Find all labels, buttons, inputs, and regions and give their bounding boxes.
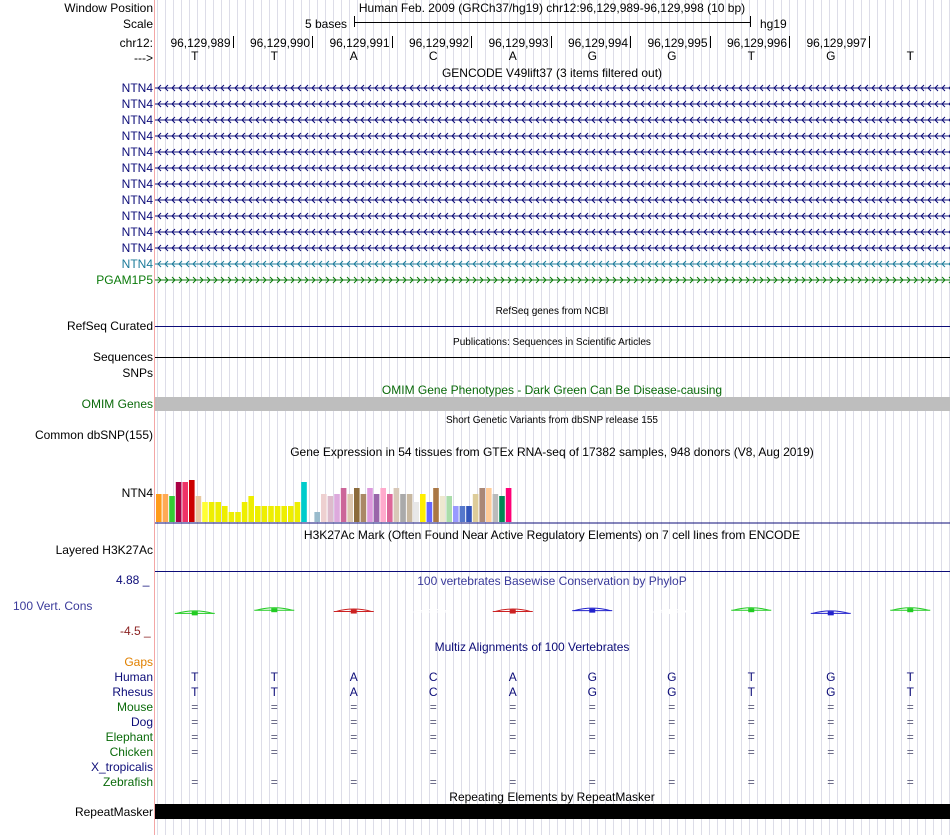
alignment-base: = <box>588 745 596 759</box>
gene-label[interactable]: NTN4 <box>121 129 153 143</box>
gtex-tissue-bar[interactable] <box>328 496 334 522</box>
coordinate-label: 96,129,991 <box>329 36 390 50</box>
coordinate-tick <box>869 36 870 48</box>
gtex-tissue-bar[interactable] <box>156 494 162 522</box>
alignment-base: = <box>827 730 835 744</box>
gene-label[interactable]: NTN4 <box>121 177 153 191</box>
coordinate-tick <box>471 36 472 48</box>
gene-feature[interactable] <box>155 85 950 91</box>
gene-label[interactable]: NTN4 <box>121 161 153 175</box>
alignment-base: = <box>827 715 835 729</box>
publications-label[interactable]: Sequences <box>92 350 153 364</box>
gtex-tissue-bar[interactable] <box>268 506 274 522</box>
alignment-base: = <box>350 775 358 789</box>
alignment-base: = <box>350 730 358 744</box>
alignment-base: = <box>668 715 676 729</box>
species-label[interactable]: Gaps <box>124 655 153 669</box>
phylop-score-mark[interactable] <box>652 610 692 615</box>
gtex-label[interactable]: NTN4 <box>121 486 153 500</box>
gtex-tissue-bar[interactable] <box>288 506 294 522</box>
phylop-track[interactable] <box>155 590 950 635</box>
species-label[interactable]: Human <box>114 670 153 684</box>
repeatmasker-bar[interactable] <box>155 804 950 819</box>
repeatmasker-label[interactable]: RepeatMasker <box>74 805 153 819</box>
alignment-base: T <box>906 685 914 699</box>
gene-feature[interactable] <box>155 277 950 283</box>
scale-bar-right-tick <box>750 16 751 27</box>
phylop-score-mark[interactable] <box>254 608 294 613</box>
alignment-base: G <box>826 670 836 684</box>
alignment-base: = <box>906 745 914 759</box>
species-label[interactable]: Chicken <box>109 745 153 759</box>
alignment-base: A <box>349 685 358 699</box>
phylop-min-label: -4.5 _ <box>120 624 151 638</box>
alignment-base: = <box>509 745 517 759</box>
gtex-tissue-bar[interactable] <box>255 506 261 522</box>
gtex-tissue-bar[interactable] <box>473 494 479 522</box>
reference-base: A <box>349 49 358 63</box>
reference-base: T <box>191 49 199 63</box>
reference-base: A <box>508 49 517 63</box>
gene-label[interactable]: NTN4 <box>121 113 153 127</box>
gtex-track-title[interactable]: Gene Expression in 54 tissues from GTEx RNA-seq of 17382 samples, 948 donors (V8, Aug 2019) <box>290 445 814 459</box>
gtex-tissue-bar[interactable] <box>301 482 307 522</box>
alignment-base: = <box>827 745 835 759</box>
reference-base: T <box>270 49 278 63</box>
gene-feature[interactable] <box>155 197 950 203</box>
scale-text: 5 bases <box>305 17 348 31</box>
phylop-score-mark[interactable] <box>175 611 215 616</box>
gene-feature[interactable] <box>155 229 950 235</box>
scale-db: hg19 <box>760 17 787 31</box>
alignment-base: T <box>906 670 914 684</box>
alignment-base: T <box>191 685 199 699</box>
alignment-base: = <box>747 745 755 759</box>
gtex-tissue-bar[interactable] <box>182 482 188 522</box>
gtex-tissue-bar[interactable] <box>493 494 499 522</box>
alignment-base: = <box>270 715 278 729</box>
alignment-base: = <box>588 775 596 789</box>
phylop-track-title[interactable]: 100 vertebrates Basewise Conservation by PhyloP <box>417 574 687 588</box>
alignment-base: = <box>906 775 914 789</box>
gene-label[interactable]: NTN4 <box>121 209 153 223</box>
gtex-tissue-bar[interactable] <box>321 494 327 522</box>
omim-track-title[interactable]: OMIM Gene Phenotypes - Dark Green Can Be Disease-causing <box>381 383 723 397</box>
refseq-line[interactable] <box>155 326 950 327</box>
alignment-base: = <box>668 700 676 714</box>
chrom-label: chr12: <box>119 36 153 50</box>
publications-track-title[interactable]: Publications: Sequences in Scientific Articles <box>453 337 651 348</box>
gtex-tissue-bar[interactable] <box>506 488 512 522</box>
gtex-tissue-bar[interactable] <box>334 494 340 522</box>
phylop-label[interactable]: 100 Vert. Cons <box>13 599 93 613</box>
gtex-tissue-bar[interactable] <box>446 496 452 522</box>
alignment-base: A <box>508 685 517 699</box>
publications-line[interactable] <box>155 357 950 358</box>
gene-label[interactable]: NTN4 <box>121 257 153 271</box>
gtex-tissue-bar[interactable] <box>387 494 393 522</box>
gtex-tissue-bar[interactable] <box>314 512 320 522</box>
phylop-score-mark[interactable] <box>572 608 612 613</box>
alignment-base: G <box>667 685 677 699</box>
window-position-label: Window Position <box>64 1 153 15</box>
gtex-tissue-bar[interactable] <box>413 502 419 522</box>
gtex-tissue-bar[interactable] <box>380 488 386 522</box>
gtex-tissue-bar[interactable] <box>486 488 492 522</box>
gtex-tissue-bar[interactable] <box>262 506 268 522</box>
alignment-base: G <box>587 685 597 699</box>
gtex-tissue-bar[interactable] <box>209 502 215 522</box>
gencode-track[interactable] <box>155 80 950 306</box>
gtex-tissue-bar[interactable] <box>374 494 380 522</box>
gtex-expression-chart[interactable] <box>155 458 950 526</box>
gene-label[interactable]: PGAM1P5 <box>96 273 153 287</box>
gtex-tissue-bar[interactable] <box>169 496 175 522</box>
dbsnp-track-title[interactable]: Short Genetic Variants from dbSNP release 155 <box>446 415 658 426</box>
alignment-base: = <box>509 700 517 714</box>
alignment-base: = <box>906 715 914 729</box>
reference-base: G <box>587 49 597 63</box>
coordinate-label: 96,129,995 <box>647 36 708 50</box>
window-position-value: Human Feb. 2009 (GRCh37/hg19) chr12:96,129,989-96,129,998 (10 bp) <box>358 1 746 15</box>
coordinate-tick <box>392 36 393 48</box>
alignment-base: = <box>191 745 199 759</box>
alignment-base: G <box>826 685 836 699</box>
alignment-base: = <box>350 745 358 759</box>
alignment-base: C <box>428 685 438 699</box>
h3k27ac-baseline <box>155 571 950 572</box>
reference-base: C <box>428 49 438 63</box>
alignment-base: = <box>270 775 278 789</box>
snps-label[interactable]: SNPs <box>122 366 153 380</box>
coordinate-tick <box>710 36 711 48</box>
coordinate-label: 96,129,997 <box>806 36 867 50</box>
gene-feature[interactable] <box>155 117 950 123</box>
coordinate-label: 96,129,996 <box>726 36 787 50</box>
alignment-base: = <box>588 715 596 729</box>
gene-feature[interactable] <box>155 133 950 139</box>
phylop-score-mark[interactable] <box>890 608 930 613</box>
gtex-tissue-bar[interactable] <box>420 494 426 522</box>
gtex-tissue-bar[interactable] <box>295 502 301 522</box>
alignment-base: T <box>747 685 755 699</box>
phylop-score-mark[interactable] <box>334 609 374 614</box>
gene-label[interactable]: NTN4 <box>121 241 153 255</box>
gtex-tissue-bar[interactable] <box>248 496 254 522</box>
gtex-tissue-bar[interactable] <box>361 494 367 522</box>
phylop-max-label: 4.88 _ <box>116 573 150 587</box>
alignment-base: = <box>588 730 596 744</box>
gene-label[interactable]: NTN4 <box>121 97 153 111</box>
alignment-base: = <box>827 700 835 714</box>
scale-label: Scale <box>122 17 153 31</box>
refseq-label[interactable]: RefSeq Curated <box>66 319 153 333</box>
alignment-base: = <box>350 700 358 714</box>
alignment-base: = <box>350 715 358 729</box>
gene-label[interactable]: NTN4 <box>121 193 153 207</box>
repeatmasker-track-title[interactable]: Repeating Elements by RepeatMasker <box>449 790 655 804</box>
coordinate-label: 96,129,994 <box>567 36 628 50</box>
alignment-base: A <box>508 670 517 684</box>
coordinate-tick <box>312 36 313 48</box>
alignment-base: = <box>429 775 437 789</box>
alignment-base: = <box>747 775 755 789</box>
alignment-base: = <box>191 775 199 789</box>
gtex-tissue-bar[interactable] <box>466 506 472 522</box>
omim-label[interactable]: OMIM Genes <box>81 397 153 411</box>
alignment-base: T <box>191 670 199 684</box>
coordinate-tick <box>630 36 631 48</box>
reference-base: T <box>906 49 914 63</box>
h3k27ac-track-title[interactable]: H3K27Ac Mark (Often Found Near Active Regulatory Elements) on 7 cell lines from ENCODE <box>303 528 801 542</box>
species-label[interactable]: Zebrafish <box>102 775 153 789</box>
alignment-base: = <box>588 700 596 714</box>
coordinate-label: 96,129,990 <box>249 36 310 50</box>
gtex-tissue-bar[interactable] <box>440 496 446 522</box>
gene-feature[interactable] <box>155 213 950 219</box>
gene-feature[interactable] <box>155 149 950 155</box>
gtex-tissue-bar[interactable] <box>427 502 433 522</box>
gtex-tissue-bar[interactable] <box>400 494 406 522</box>
gene-feature[interactable] <box>155 261 950 267</box>
coordinate-label: 96,129,992 <box>408 36 469 50</box>
gene-feature[interactable] <box>155 101 950 107</box>
gene-label[interactable]: NTN4 <box>121 145 153 159</box>
alignment-base: C <box>428 670 438 684</box>
alignment-base: = <box>747 700 755 714</box>
alignment-base: = <box>509 775 517 789</box>
refseq-track-title[interactable]: RefSeq genes from NCBI <box>495 306 609 317</box>
alignment-base: = <box>827 775 835 789</box>
gene-label[interactable]: NTN4 <box>121 225 153 239</box>
alignment-base: G <box>587 670 597 684</box>
species-label[interactable]: Mouse <box>116 700 153 714</box>
alignment-base: T <box>747 670 755 684</box>
gtex-tissue-bar[interactable] <box>433 488 439 522</box>
reference-base: G <box>826 49 836 63</box>
gtex-tissue-bar[interactable] <box>202 502 208 522</box>
alignment-base: = <box>509 715 517 729</box>
gtex-tissue-bar[interactable] <box>367 488 373 522</box>
gtex-tissue-bar[interactable] <box>407 494 413 522</box>
alignment-base: T <box>270 670 278 684</box>
alignment-base: = <box>191 730 199 744</box>
gtex-tissue-bar[interactable] <box>479 488 485 522</box>
coordinate-tick <box>789 36 790 48</box>
alignment-base: A <box>349 670 358 684</box>
alignment-base: = <box>270 745 278 759</box>
multiz-track-title[interactable]: Multiz Alignments of 100 Vertebrates <box>434 640 630 654</box>
alignment-base: T <box>270 685 278 699</box>
scale-bar <box>354 22 750 23</box>
gtex-tissue-bar[interactable] <box>341 488 347 522</box>
alignment-base: = <box>429 730 437 744</box>
alignment-base: = <box>668 745 676 759</box>
gtex-tissue-bar[interactable] <box>275 506 281 522</box>
gene-label[interactable]: NTN4 <box>121 81 153 95</box>
gene-feature[interactable] <box>155 181 950 187</box>
gtex-tissue-bar[interactable] <box>235 512 241 522</box>
gtex-tissue-bar[interactable] <box>163 494 169 522</box>
gtex-tissue-bar[interactable] <box>499 496 505 522</box>
gtex-tissue-bar[interactable] <box>215 502 221 522</box>
alignment-base: = <box>429 700 437 714</box>
phylop-score-mark[interactable] <box>493 609 533 614</box>
h3k27ac-label[interactable]: Layered H3K27Ac <box>55 543 153 557</box>
gtex-tissue-bar[interactable] <box>222 506 228 522</box>
alignment-base: = <box>509 730 517 744</box>
gtex-tissue-bar[interactable] <box>189 480 195 522</box>
alignment-base: = <box>270 730 278 744</box>
species-label[interactable]: X_tropicalis <box>90 760 153 774</box>
species-label[interactable]: Dog <box>130 715 153 729</box>
gene-feature[interactable] <box>155 165 950 171</box>
gtex-tissue-bar[interactable] <box>347 494 353 522</box>
gencode-track-title[interactable]: GENCODE V49lift37 (3 items filtered out) <box>441 66 663 80</box>
species-label[interactable]: Rhesus <box>112 685 153 699</box>
gene-feature[interactable] <box>155 245 950 251</box>
gtex-tissue-bar[interactable] <box>176 482 182 522</box>
coordinate-label: 96,129,989 <box>170 36 231 50</box>
gtex-tissue-bar[interactable] <box>394 488 400 522</box>
omim-gene-bar[interactable] <box>155 397 950 411</box>
gtex-tissue-bar[interactable] <box>196 496 202 522</box>
alignment-base: = <box>747 715 755 729</box>
alignment-base: = <box>191 715 199 729</box>
gtex-tissue-bar[interactable] <box>281 506 287 522</box>
alignment-base: = <box>747 730 755 744</box>
coordinate-label: 96,129,993 <box>488 36 549 50</box>
alignment-base: = <box>906 700 914 714</box>
reference-base: G <box>667 49 677 63</box>
gtex-tissue-bar[interactable] <box>229 512 235 522</box>
coordinate-tick <box>551 36 552 48</box>
gtex-tissue-bar[interactable] <box>242 502 248 522</box>
alignment-base: = <box>191 700 199 714</box>
gtex-tissue-bar[interactable] <box>460 506 466 522</box>
phylop-score-mark[interactable] <box>811 611 851 616</box>
dbsnp-label[interactable]: Common dbSNP(155) <box>34 428 153 442</box>
phylop-score-mark[interactable] <box>413 610 453 615</box>
alignment-base: = <box>270 700 278 714</box>
species-label[interactable]: Elephant <box>105 730 153 744</box>
reference-base: T <box>747 49 755 63</box>
alignment-base: = <box>906 730 914 744</box>
phylop-score-mark[interactable] <box>731 608 771 613</box>
alignment-base: = <box>668 730 676 744</box>
alignment-base: G <box>667 670 677 684</box>
alignment-base: = <box>429 715 437 729</box>
strand-label: ---> <box>134 51 153 65</box>
alignment-base: = <box>668 775 676 789</box>
coordinate-tick <box>233 36 234 48</box>
alignment-base: = <box>429 745 437 759</box>
gtex-tissue-bar[interactable] <box>453 506 459 522</box>
gtex-tissue-bar[interactable] <box>354 488 360 522</box>
